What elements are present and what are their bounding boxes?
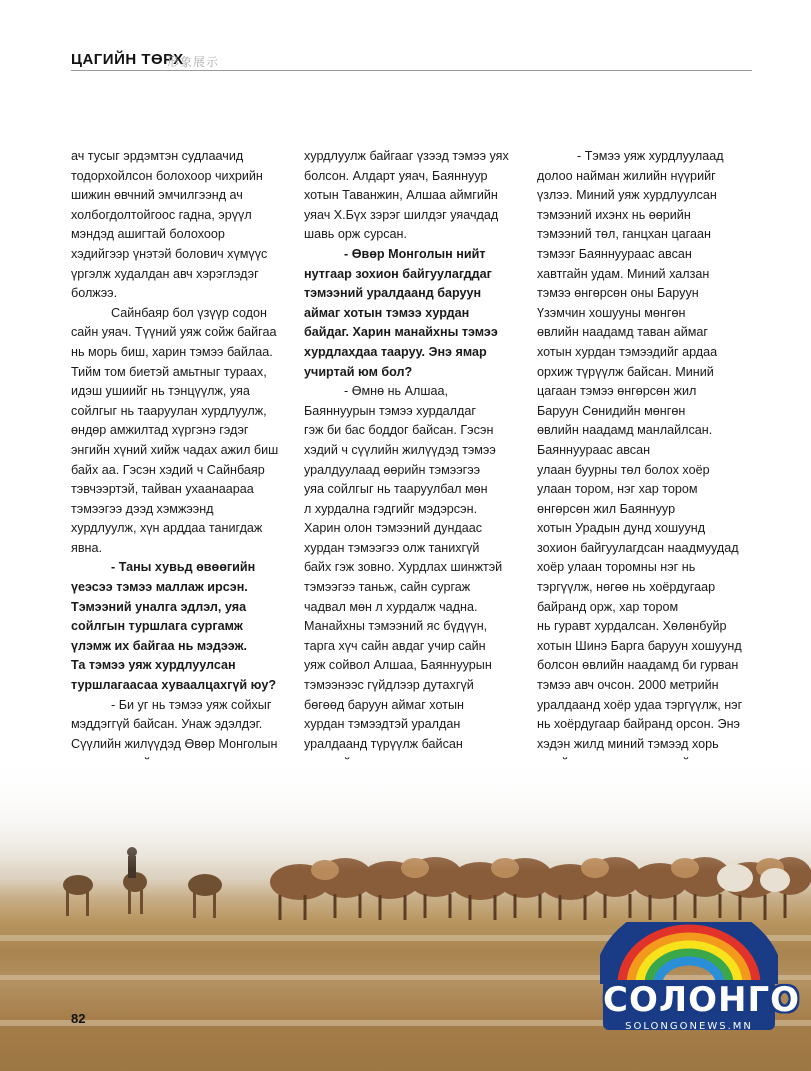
text-line: гэж би бас боддог байсан. Гэсэн (304, 423, 494, 438)
text-line: - Өвөр Монголын нийт (344, 246, 486, 261)
text-line: аймаг хотын тэмээ хурдан (304, 305, 470, 320)
text-line: тэмээгээ дээд хэмжээнд (71, 501, 214, 516)
text-line: тэмээний төл, ганцхан цагаан (537, 227, 711, 242)
text-line: тэргүүлж, нөгөө нь хоёрдугаар (537, 580, 716, 595)
text-line: өнгөрсөн жил Баяннуур (537, 501, 676, 516)
text-line: хурдлахдаа тааруу. Энэ ямар (304, 344, 487, 359)
section-title: ЦАГИЙН ТӨРХ (71, 51, 184, 68)
text-line: хотын Таванжин, Алшаа аймгийн (304, 188, 498, 203)
text-line: үргэлж худалдан авч хэрэглэдэг (71, 266, 259, 281)
text-line: тэмээний уралдаанд баруун (304, 286, 482, 301)
text-line: тэмээний ихэнх нь өөрийн (537, 207, 691, 222)
text-line: мэндэд ашигтай болохоор (71, 227, 225, 242)
logo-url: SOLONGONEWS.MN (625, 1021, 753, 1032)
text-line: өвлийн наадамд таван аймаг (537, 325, 709, 340)
text-line: нь гуравт хурдалсан. Хөлөнбуйр (537, 619, 727, 634)
text-line: хурдан тэмээгээ олж танихгүй (304, 540, 480, 555)
text-line: байх аа. Гэсэн хэдий ч Сайнбаяр (71, 462, 265, 477)
text-line: сойлгын туршлага сургамж (71, 619, 243, 634)
text-line: бөгөөд баруун аймаг хотын (304, 697, 464, 712)
text-line: Тэмээний уналга эдлэл, уяа (71, 599, 247, 614)
text-line: холбогдолтойгоос гадна, эрүүл (71, 207, 252, 222)
section-subtitle: 形象展示 (167, 55, 220, 69)
text-line: Баяннуураас авсан (537, 442, 651, 457)
text-line: хотын Шинэ Барга баруун хошуунд (537, 638, 742, 653)
text-line: - Таны хувьд өвөөгийн (111, 560, 256, 575)
text-line: тэмээнээс гүйдлээр дутахгүй (304, 678, 474, 693)
text-line: хоёр улаан торомны нэг нь (537, 560, 696, 575)
text-line: л хурдална гэдгийг мэдэрсэн. (304, 501, 478, 516)
text-line: тэмээ авч очсон. 2000 метрийн (537, 678, 719, 693)
text-line: хэдий ч сүүлийн жилүүдэд тэмээ (304, 442, 496, 457)
text-line: хотын Урадын дунд хошуунд (537, 521, 706, 536)
text-line: уралдаанд хоёр удаа тэргүүлж, нэг (537, 697, 743, 712)
text-line: тэвчээртэй, тайван ухаанаараа (71, 482, 254, 497)
text-line: Сайнбаяр бол үзүүр содон (111, 305, 267, 320)
text-line: болжээ. (71, 286, 118, 301)
text-line: нь морь биш, харин тэмээ байлаа. (71, 344, 273, 359)
page-number: 82 (71, 1011, 86, 1026)
text-line: Та тэмээ уяж хурдлуулсан (71, 658, 236, 673)
text-line: хурдлуулж, хүн арддаа танигдаж (71, 521, 263, 536)
text-line: сайн уяач. Түүний уяж сойж байгаа (71, 325, 277, 340)
text-line: өвлийн наадамд манлайлсан. (537, 423, 713, 438)
text-line: орхиж түрүүлж байсан. Миний (537, 364, 714, 379)
text-line: тэмээг Баяннуураас авсан (537, 246, 692, 261)
text-line: хэдийгээр үнэтэй болович хүмүүс (71, 246, 268, 261)
text-line: хавтгайн удам. Миний халзан (537, 266, 710, 281)
text-line: Манайхны тэмээний яс бүдүүн, (304, 619, 488, 634)
text-line: Сүүлийн жилүүдэд Өвөр Монголын (71, 736, 278, 751)
text-line: үлэмж их байгаа нь мэдээж. (71, 638, 248, 653)
text-line: нь хоёрдугаар байранд орсон. Энэ (537, 717, 740, 732)
text-line: болсон. Алдарт уяач, Баяннуур (304, 168, 488, 183)
text-line: мэддэггүй байсан. Унаж эдэлдэг. (71, 717, 263, 732)
text-line: өндөр амжилтад хүргэнэ гэдэг (71, 423, 249, 438)
text-line: тэмээ өнгөрсөн оны Баруун (537, 286, 699, 301)
logo-wordmark: СОЛОНГО (603, 980, 801, 1020)
text-line: шавь орж сурсан. (304, 227, 408, 242)
text-line: - Өмнө нь Алшаа, (344, 384, 448, 399)
text-line: тэмээгээ таньж, сайн сургаж (304, 580, 471, 595)
text-line: идэш ушиийг нь тэнцүүлж, уяа (71, 384, 250, 399)
text-line: байдаг. Харин манайхны тэмээ (304, 325, 498, 340)
text-line: уяж сойвол Алшаа, Баяннуурын (304, 658, 492, 673)
text-line: хотын хурдан тэмээдийг ардаа (537, 344, 718, 359)
text-line: зохион байгуулагдсан наадмуудад (537, 540, 739, 555)
text-line: шижин өвчний эмчилгээнд ач (71, 188, 243, 203)
text-line: байх гэж зовно. Хурдлах шинжтэй (304, 560, 503, 575)
text-line: байранд орж, хар тором (537, 599, 679, 614)
text-line: явна. (71, 540, 102, 555)
text-line: - Би уг нь тэмээ уяж сойхыг (111, 697, 272, 712)
text-line: Баруун Сөнидийн мөнгөн (537, 403, 686, 418)
text-line: хэдэн жилд миний тэмээд хорь (537, 736, 719, 751)
text-line: цагаан тэмээ өнгөрсөн жил (537, 384, 697, 399)
text-line: Тийм том биетэй амьтныг тураах, (71, 364, 267, 379)
text-line: тодорхойлсон болохоор чихрийн (71, 168, 263, 183)
text-line: учиртай юм бол? (304, 364, 413, 379)
text-line: уяа сойлгыг нь тааруулбал мөн (304, 482, 488, 497)
text-line: туршлагаасаа хуваалцахгүй юу? (71, 678, 277, 693)
text-line: уралдуулаад өөрийн тэмээгээ (304, 462, 481, 477)
text-line: болсон өвлийн наадамд би гурван (537, 658, 739, 673)
text-line: - Тэмээ уяж хурдлуулаад (577, 149, 724, 163)
text-line: чадвал мөн л хурдалж чадна. (304, 599, 478, 614)
text-line: хурдлуулж байгааг үзээд тэмээ уях (304, 149, 509, 163)
text-line: энгийн хүний хийж чадах ажил биш (71, 442, 279, 457)
text-line: Үзэмчин хошууны мөнгөн (537, 305, 686, 320)
text-line: уралдаанд түрүүлж байсан (304, 736, 463, 751)
text-line: үзлээ. Миний уяж хурдлуулсан (537, 188, 717, 203)
section-header (71, 48, 752, 71)
text-line: уяач Х.Бүх зэрэг шилдэг уяачдад (304, 207, 499, 222)
text-line: улаан тором, нэг хар тором (537, 482, 698, 497)
text-line: Харин олон тэмээний дундаас (304, 521, 483, 536)
text-line: Баяннуурын тэмээ хурдалдаг (304, 403, 476, 418)
text-line: улаан буурны төл болох хоёр (537, 462, 710, 477)
text-line: ач тусыг эрдэмтэн судлаачид (71, 149, 244, 163)
text-line: нутгаар зохион байгуулагддаг (304, 266, 492, 281)
text-line: үеэсээ тэмээ маллаж ирсэн. (71, 580, 248, 595)
text-line: сойлгыг нь тааруулан хурдлуулж, (71, 403, 267, 418)
text-line: хурдан тэмээдтэй уралдан (304, 717, 461, 732)
text-line: долоо найман жилийн нүүрийг (537, 168, 716, 183)
text-line: тарга хүч сайн авдаг учир сайн (304, 638, 486, 653)
